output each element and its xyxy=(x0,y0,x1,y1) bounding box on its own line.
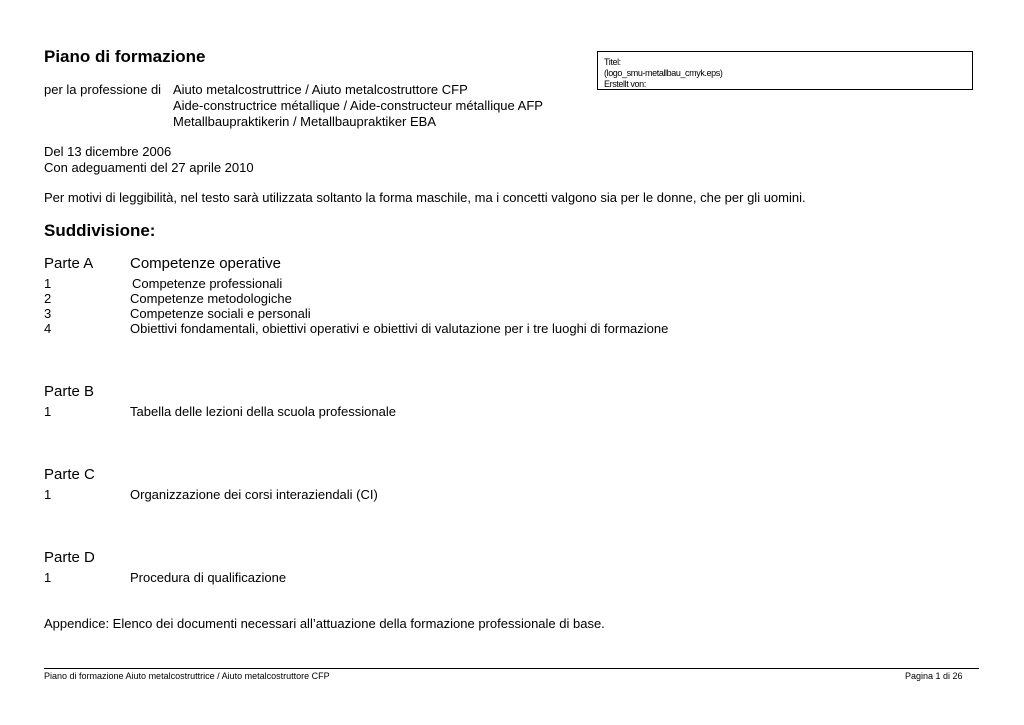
list-item-number: 1 xyxy=(44,570,52,585)
list-item-number: 1 xyxy=(44,276,52,291)
part-a-name: Competenze operative xyxy=(130,255,281,272)
list-item-text: Procedura di qualificazione xyxy=(130,570,287,585)
appendix-note: Appendice: Elenco dei documenti necessari all’attuazione della formazione professionale di base. xyxy=(44,616,605,631)
list-item-text: Organizzazione dei corsi interaziendali (CI) xyxy=(130,487,378,502)
profession-line-fr: Aide-constructrice métallique / Aide-constructeur métallique AFP xyxy=(173,98,543,113)
part-d-label: Parte D xyxy=(44,549,95,566)
profession-label: per la professione di xyxy=(44,82,162,97)
date-block xyxy=(44,144,254,176)
list-item-text: Competenze sociali e personali xyxy=(130,306,311,321)
part-a-label: Parte A xyxy=(44,255,94,272)
footer-document-title: Piano di formazione Aiuto metalcostruttrice / Aiuto metalcostruttore CFP xyxy=(44,671,330,681)
profession-line-de: Metallbaupraktikerin / Metallbaupraktiker EBA xyxy=(173,114,437,129)
footer-divider xyxy=(44,668,979,669)
logo-placeholder-author: Erstellt von: xyxy=(604,79,646,89)
logo-placeholder-filename: (logo_smu-metallbau_cmyk.eps) xyxy=(604,68,723,78)
page-title: Piano di formazione xyxy=(44,47,206,66)
list-item-number: 1 xyxy=(44,487,52,502)
subdivision-title: Suddivisione: xyxy=(44,221,156,240)
list-item-number: 1 xyxy=(44,404,52,419)
list-item-text: Obiettivi fondamentali, obiettivi operativi e obiettivi di valutazione per i tre luoghi di formazione xyxy=(130,321,669,336)
profession-line-it: Aiuto metalcostruttrice / Aiuto metalcostruttore CFP xyxy=(173,82,468,97)
list-item-number: 3 xyxy=(44,306,52,321)
list-item-text: Competenze professionali xyxy=(132,276,283,291)
issue-date: Del 13 dicembre 2006 xyxy=(44,144,172,159)
amendment-date: Con adeguamenti del 27 aprile 2010 xyxy=(44,160,254,175)
list-item-text: Tabella delle lezioni della scuola professionale xyxy=(130,404,396,419)
list-item-number: 2 xyxy=(44,291,52,306)
footer-page-number: Pagina 1 di 26 xyxy=(905,671,963,681)
logo-placeholder-title: Titel: xyxy=(604,57,621,67)
part-b-label: Parte B xyxy=(44,383,95,400)
readability-note: Per motivi di leggibilità, nel testo sarà utilizzata soltanto la forma maschile, ma i concetti valgono sia per le donne, che per gli uomini. xyxy=(44,190,806,205)
list-item-number: 4 xyxy=(44,321,52,336)
logo-placeholder-frame xyxy=(597,51,973,90)
part-c-label: Parte C xyxy=(44,466,95,483)
list-item-text: Competenze metodologiche xyxy=(130,291,292,306)
